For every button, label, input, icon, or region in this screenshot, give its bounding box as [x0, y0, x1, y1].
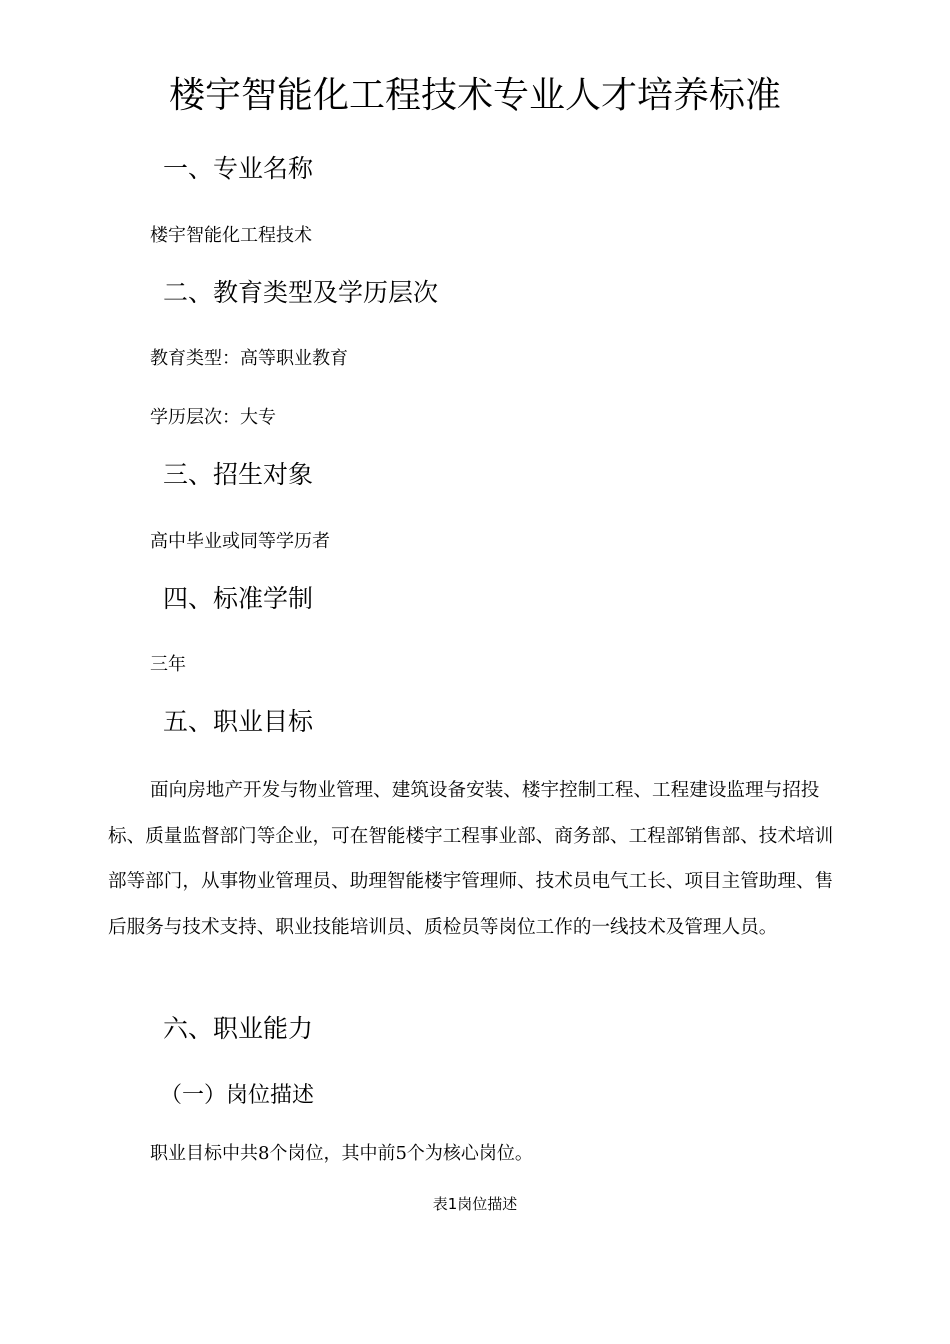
section-heading-duration: 四、标准学制	[163, 584, 314, 613]
section-heading-enrollment: 三、招生对象	[163, 460, 314, 489]
career-goal-paragraph: 面向房地产开发与物业管理、建筑设备安装、楼宇控制工程、工程建设监理与招投标、质量监督部门等企业，可在智能楼宇工程事业部、商务部、工程部销售部、技术培训部等部门，从事物业管理员、助理智能楼宇管理师、技术员电气工长、项目主管助理、售后服务与技术支持、职业技能培训员、质检员等岗位工作的一线技术及管理人员。	[108, 780, 834, 938]
education-type-text: 教育类型：高等职业教育	[150, 348, 348, 369]
enrollment-text: 高中毕业或同等学历者	[150, 531, 330, 552]
education-level-text: 学历层次：大专	[150, 407, 276, 428]
major-name-text: 楼宇智能化工程技术	[150, 225, 312, 246]
section-heading-name: 一、专业名称	[163, 154, 314, 183]
duration-text: 三年	[150, 654, 186, 675]
subsection-heading-job-description: （一）岗位描述	[160, 1083, 315, 1108]
section-heading-career-ability: 六、职业能力	[163, 1014, 314, 1043]
section-heading-career-goal: 五、职业目标	[163, 707, 314, 736]
job-description-text: 职业目标中共8个岗位，其中前5个为核心岗位。	[150, 1143, 533, 1164]
table-caption: 表1岗位描述	[432, 1195, 518, 1213]
document-title: 楼宇智能化工程技术专业人才培养标准	[168, 75, 781, 116]
section-heading-education: 二、教育类型及学历层次	[163, 278, 439, 307]
